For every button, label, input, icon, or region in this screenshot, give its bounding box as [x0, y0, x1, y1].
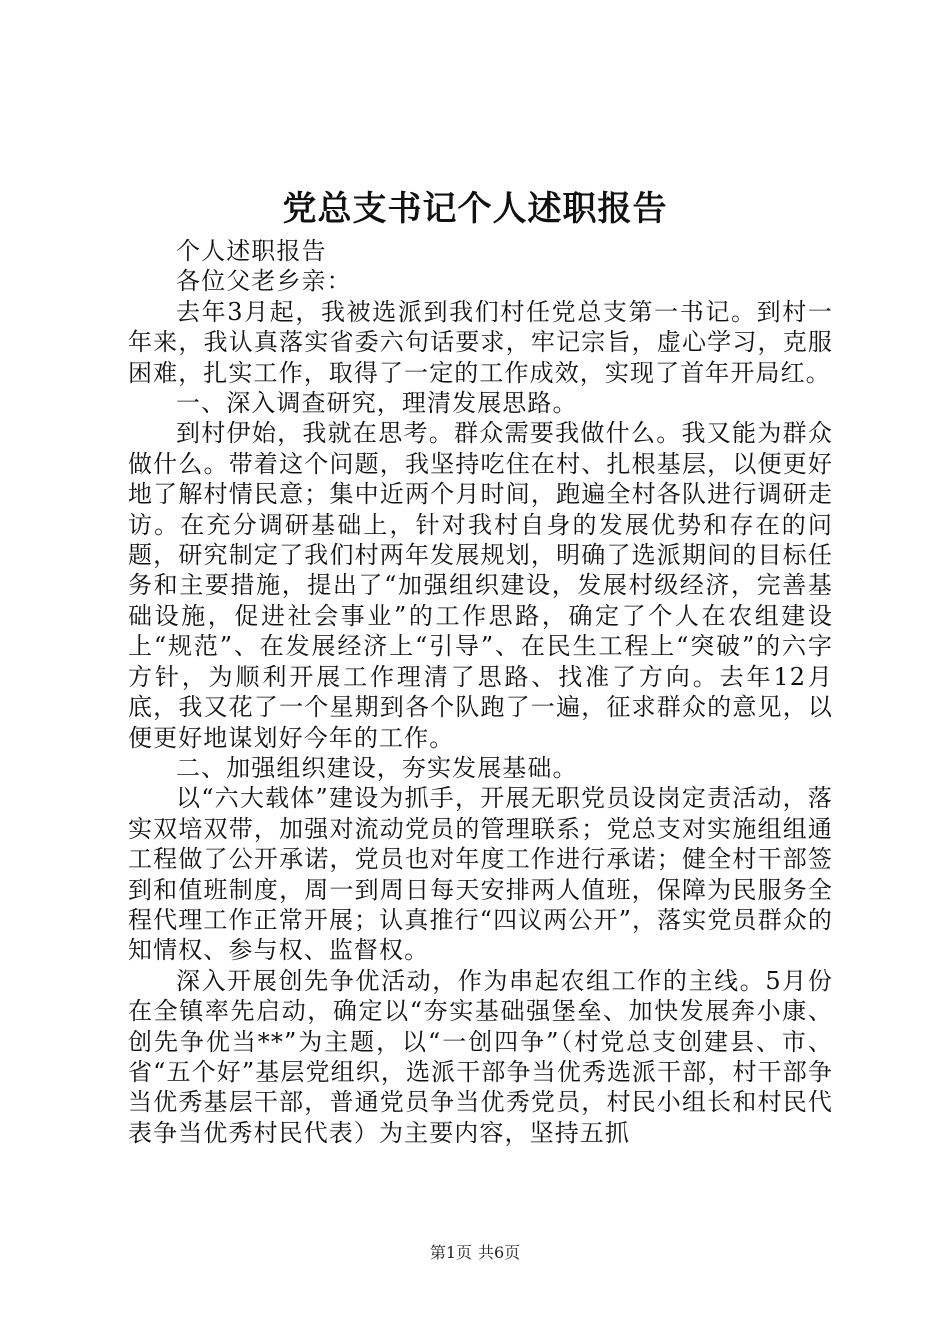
document-body — [128, 236, 833, 1148]
body-paragraph: 到村伊始，我就在思考。群众需要我做什么。我又能为群众做什么。带着这个问题，我坚持吃住在村、扎根基层，以便更好地了解村情民意；集中近两个月时间，跑遍全村各队进行调研走访。在充分调研基础上，针对我村自身的发展优势和存在的问题，研究制定了我们村两年发展规划，明确了选派期间的目标任务和主要措施，提出了“加强组织建设，发展村级经济，完善基础设施，促进社会事业”的工作思路，确定了个人在农组建设上“规范”、在发展经济上“引导”、在民生工程上“突破”的六字方针，为顺利开展工作理清了思路、找准了方向。去年12月底，我又花了一个星期到各个队跑了一遍，征求群众的意见，以便更好地谋划好今年的工作。 — [128, 419, 833, 752]
page-total: 共6页 — [478, 1243, 521, 1262]
section-heading: 一、深入调查研究，理清发展思路。 — [176, 389, 578, 418]
page-number: 第1页 — [429, 1243, 472, 1262]
document-title: 党总支书记个人述职报告 — [282, 189, 668, 229]
section-heading: 二、加强组织建设，夯实发展基础。 — [176, 753, 578, 782]
body-paragraph: 深入开展创先争优活动，作为串起农组工作的主线。5月份在全镇率先启动，确定以“夯实基础强堡垒、加快发展奔小康、创先争优当**”为主题，以“一创四争”（村党总支创建县、市、省“五个好”基层党组织，选派干部争当优秀选派干部，村干部争当优秀基层干部，普通党员争当优秀党员，村民小组长和村民代表争当优秀村民代表）为主要内容，坚持五抓 — [128, 966, 833, 1147]
body-paragraph: 个人述职报告 — [176, 237, 327, 265]
body-paragraph: 各位父老乡亲： — [176, 267, 352, 296]
page-footer — [0, 1241, 950, 1265]
body-paragraph: 去年3月起，我被选派到我们村任党总支第一书记。到村一年来，我认真落实省委六句话要求，牢记宗旨，虚心学习，克服困难，扎实工作，取得了一定的工作成效，实现了首年开局红。 — [128, 297, 833, 387]
body-paragraph: 以“六大载体”建设为抓手，开展无职党员设岗定责活动，落实双培双带，加强对流动党员的管理联系；党总支对实施组组通工程做了公开承诺，党员也对年度工作进行承诺；健全村干部签到和值班制度，周一到周日每天安排两人值班，保障为民服务全程代理工作正常开展；认真推行“四议两公开”，落实党员群众的知情权、参与权、监督权。 — [128, 784, 833, 965]
